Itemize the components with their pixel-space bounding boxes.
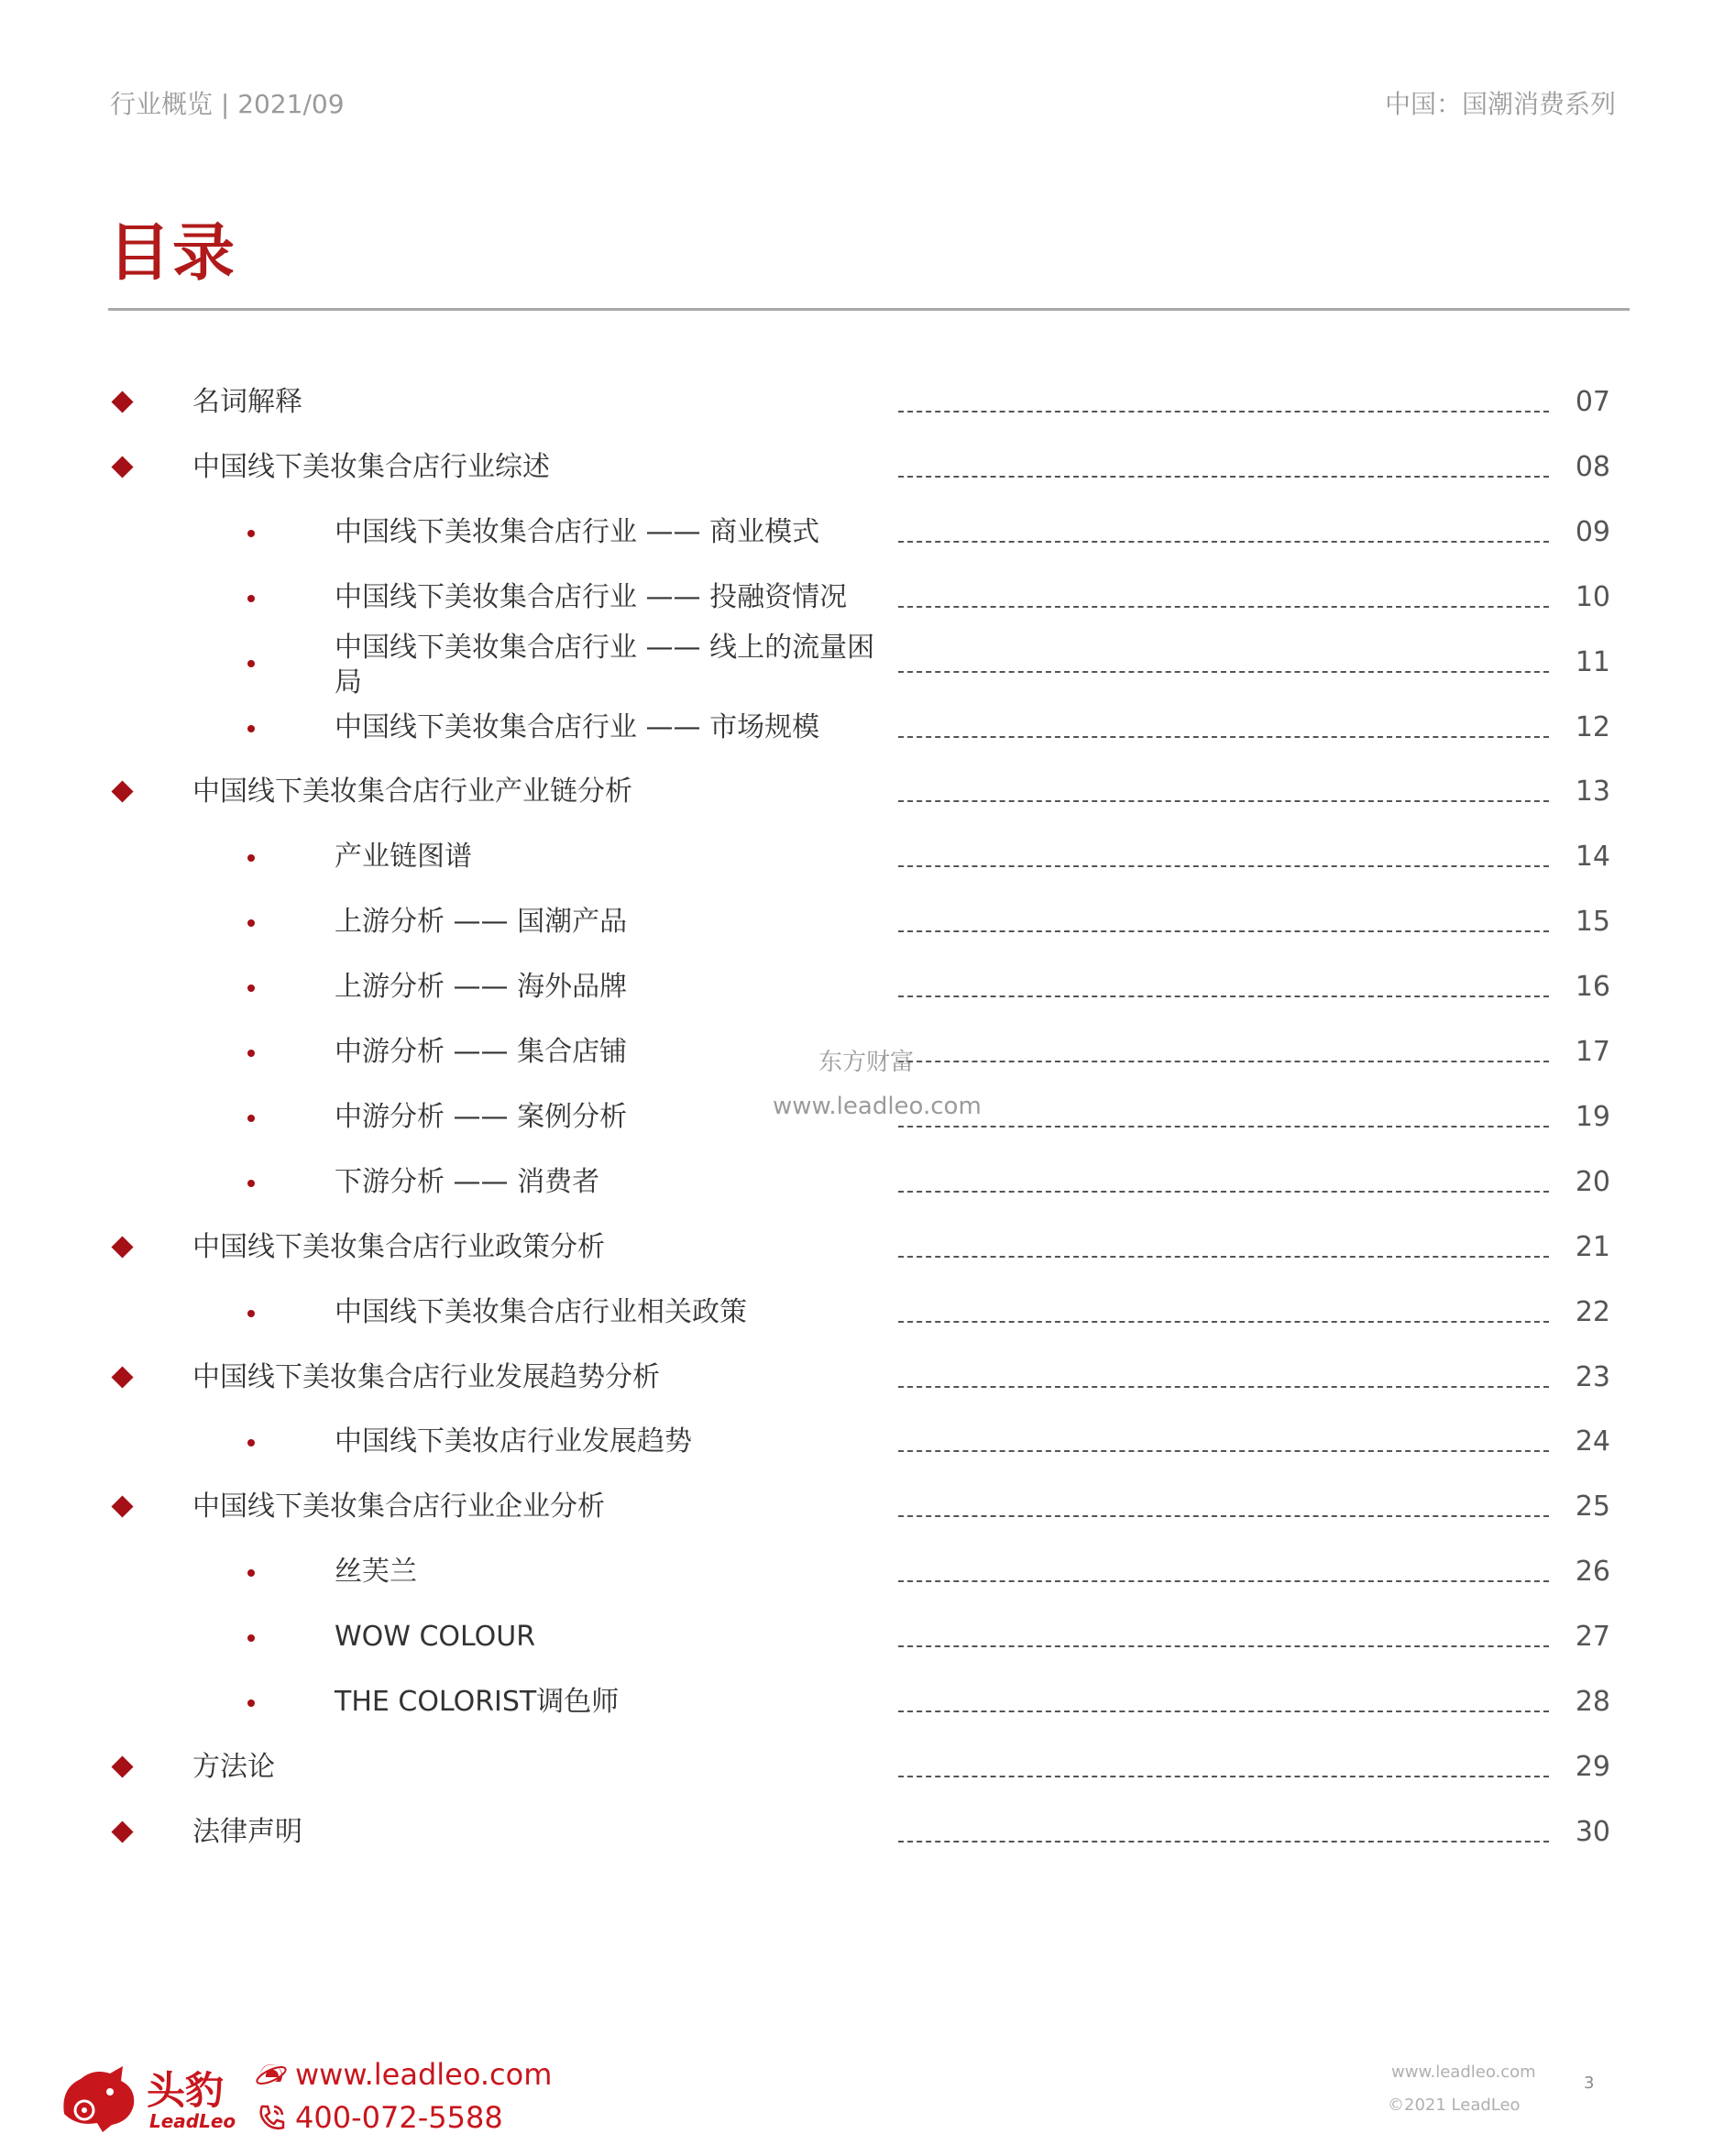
dotted-leader [898,996,1549,997]
toc-row[interactable] [0,1806,1724,1861]
toc-entry-label: 中国线下美妆集合店行业相关政策 [335,1296,747,1328]
dotted-leader [898,1841,1549,1842]
dot-bullet-icon [247,725,255,732]
dot-bullet-icon [247,595,255,602]
toc-page-number: 15 [1575,906,1610,938]
dot-bullet-icon [247,1050,255,1057]
toc-entry-label: 中国线下美妆集合店行业综述 [192,451,550,483]
dotted-leader [898,1191,1549,1193]
dot-bullet-icon [247,1310,255,1317]
dotted-leader [898,1126,1549,1128]
title-divider [108,308,1630,311]
toc-page-number: 07 [1575,386,1610,418]
dotted-leader [898,1580,1549,1582]
toc-page-number: 26 [1575,1556,1610,1588]
toc-page-number: 09 [1575,516,1610,548]
dotted-leader [898,736,1549,738]
toc-page-number: 19 [1575,1101,1610,1133]
toc-row[interactable] [0,571,1724,626]
toc-row[interactable] [0,376,1724,431]
dot-bullet-icon [247,919,255,927]
diamond-bullet-icon [111,456,133,478]
toc-entry-label: 上游分析 —— 海外品牌 [335,971,628,1003]
toc-row[interactable] [0,441,1724,496]
dot-bullet-icon [247,1700,255,1707]
toc-page-number: 11 [1575,646,1610,678]
toc-entry-label: WOW COLOUR [335,1621,536,1653]
toc-page-number: 28 [1575,1686,1610,1718]
toc-entry-label: 下游分析 —— 消费者 [335,1166,600,1198]
dot-bullet-icon [247,1180,255,1187]
diamond-bullet-icon [111,1755,133,1777]
dotted-leader [898,1450,1549,1452]
dotted-leader [898,541,1549,543]
toc-entry-label: 中游分析 —— 集合店铺 [335,1036,628,1068]
dotted-leader [898,1645,1549,1647]
toc-page-number: 10 [1575,581,1610,613]
brand-name-cn: 头豹 [147,2068,225,2113]
toc-page-number: 08 [1575,451,1610,483]
dotted-leader [898,1515,1549,1517]
page-title: 目录 [108,217,237,290]
toc-entry-label: 法律声明 [192,1816,302,1848]
dot-bullet-icon [247,660,255,667]
dotted-leader [898,1061,1549,1062]
dotted-leader [898,1256,1549,1258]
toc-row[interactable] [0,1546,1724,1600]
watermark-text: 东方财富 [818,1049,915,1076]
toc-entry-label: 中国线下美妆集合店行业企业分析 [192,1490,605,1523]
header-report-type: 行业概览 | 2021/09 [110,89,345,119]
diamond-bullet-icon [111,1820,133,1842]
toc-row[interactable] [0,1286,1724,1341]
toc-entry-label: 产业链图谱 [335,841,472,873]
header-series-title: 中国：国潮消费系列 [1384,89,1616,119]
toc-row[interactable] [0,1156,1724,1211]
toc-entry-label: 中国线下美妆集合店行业产业链分析 [192,776,632,808]
toc-row[interactable] [0,830,1724,886]
toc-entry-label: 中国线下美妆集合店行业 —— 市场规模 [335,711,820,743]
toc-page-number: 25 [1575,1490,1610,1523]
toc-page-number: 29 [1575,1751,1610,1783]
dotted-leader [898,1386,1549,1388]
diamond-bullet-icon [111,1236,133,1258]
toc-entry-label: 中国线下美妆集合店行业政策分析 [192,1231,605,1263]
diamond-bullet-icon [111,390,133,412]
page-number: 3 [1584,2074,1595,2093]
toc-page-number: 20 [1575,1166,1610,1198]
dot-bullet-icon [247,854,255,862]
toc-page-number: 13 [1575,776,1610,808]
diamond-bullet-icon [111,780,133,802]
brand-name-en: LeadLeo [149,2110,236,2132]
dotted-leader [898,800,1549,802]
diamond-bullet-icon [111,1495,133,1517]
toc-page-number: 22 [1575,1296,1610,1328]
toc-page-number: 12 [1575,711,1610,743]
toc-entry-label: 方法论 [192,1751,275,1783]
browser-e-icon [255,2059,288,2092]
toc-entry-label: 中国线下美妆店行业发展趋势 [335,1425,692,1458]
toc-row[interactable] [0,506,1724,561]
toc-page-number: 27 [1575,1621,1610,1653]
toc-row[interactable] [0,1676,1724,1731]
toc-row[interactable] [0,1741,1724,1796]
toc-entry-label: THE COLORIST调色师 [335,1686,620,1718]
toc-row[interactable] [0,632,1724,698]
toc-page-number: 23 [1575,1361,1610,1393]
dotted-leader [898,606,1549,608]
footer-copyright: ©2021 LeadLeo [1388,2096,1521,2115]
footer-site-small: www.leadleo.com [1391,2062,1536,2082]
leopard-logo-icon [57,2061,139,2134]
toc-page-number: 17 [1575,1036,1610,1068]
toc-row[interactable] [0,1480,1724,1535]
dotted-leader [898,1776,1549,1777]
toc-row[interactable] [0,1415,1724,1470]
toc-entry-label: 中国线下美妆集合店行业 —— 投融资情况 [335,581,848,613]
dotted-leader [898,1321,1549,1323]
toc-row[interactable] [0,1351,1724,1406]
toc-entry-label: 上游分析 —— 国潮产品 [335,906,628,938]
dot-bullet-icon [247,1439,255,1446]
dot-bullet-icon [247,1115,255,1122]
dotted-leader [898,930,1549,932]
dotted-leader [898,1710,1549,1712]
toc-page-number: 24 [1575,1425,1610,1458]
toc-page-number: 16 [1575,971,1610,1003]
toc-entry-label: 中国线下美妆集合店行业 —— 线上的流量困局 [335,632,875,698]
toc-row[interactable] [0,1221,1724,1276]
dot-bullet-icon [247,984,255,992]
toc-entry-label: 中游分析 —— 案例分析 [335,1101,628,1133]
diamond-bullet-icon [111,1366,133,1388]
footer-website[interactable]: www.leadleo.com [295,2057,553,2092]
toc-entry-label: 丝芙兰 [335,1556,417,1588]
dot-bullet-icon [247,1569,255,1577]
dotted-leader [898,865,1549,867]
footer-phone[interactable]: 400-072-5588 [295,2100,503,2135]
toc-page-number: 14 [1575,841,1610,873]
dot-bullet-icon [247,1634,255,1642]
dotted-leader [898,411,1549,412]
dotted-leader [898,476,1549,478]
toc-entry-label: 中国线下美妆集合店行业发展趋势分析 [192,1361,660,1393]
watermark-url: www.leadleo.com [773,1093,982,1120]
toc-row[interactable] [0,896,1724,951]
toc-row[interactable] [0,765,1724,820]
dotted-leader [898,671,1549,673]
toc-row[interactable] [0,961,1724,1016]
toc-page-number: 30 [1575,1816,1610,1848]
toc-entry-label: 名词解释 [192,386,302,418]
toc-row[interactable] [0,1611,1724,1666]
phone-icon [255,2101,288,2134]
toc-row[interactable] [0,701,1724,756]
dot-bullet-icon [247,530,255,537]
toc-entry-label: 中国线下美妆集合店行业 —— 商业模式 [335,516,820,548]
toc-page-number: 21 [1575,1231,1610,1263]
